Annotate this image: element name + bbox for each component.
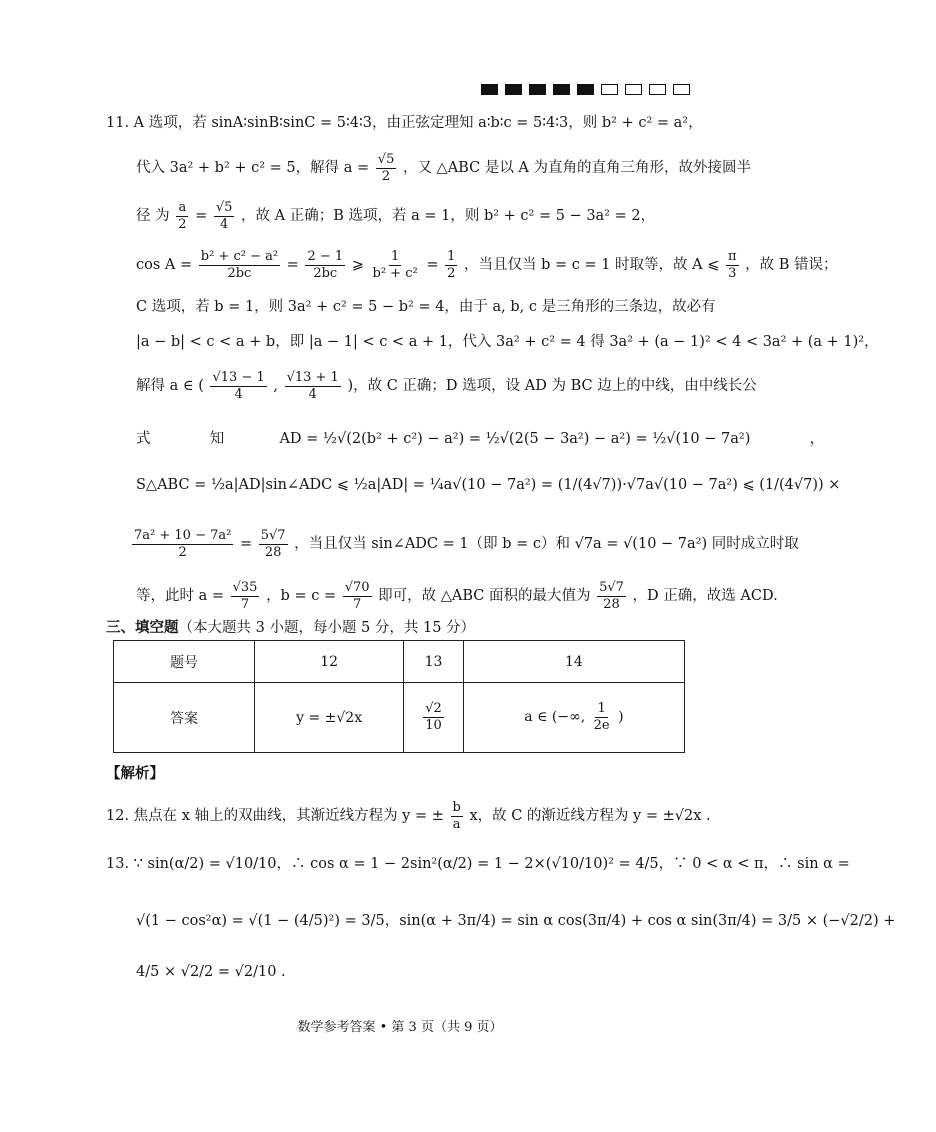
fraction-pi-over-3: $\frac{\pi}{3}$ <box>728 249 737 281</box>
q11-line-3-pre: 径 为 <box>136 208 170 225</box>
empty-square-mark <box>673 84 690 95</box>
table-row <box>114 641 685 683</box>
median-length-formula: AD = ½√(2(b² + c²) − a²) = ½√(2(5 − 3a²) − a²) = ½√(10 − 7a²) <box>279 431 751 447</box>
filled-square-mark <box>553 84 570 95</box>
table-row <box>114 683 685 753</box>
q12-pre: 12. 焦点在 x 轴上的双曲线，其渐近线方程为 y = ± <box>106 808 444 825</box>
fraction-sqrt35-over-7: $\frac{√35}{7}$ <box>232 580 258 612</box>
page-footer: 数学参考答案 • 第 3 页（共 9 页） <box>297 1020 503 1035</box>
q11-line-4-pre: cos A = <box>136 257 193 274</box>
q11-line-4 <box>0 249 936 281</box>
q11-line-8-word2: 知 <box>209 431 225 447</box>
equals-sign: = <box>426 257 439 274</box>
fraction-sqrt13-minus-1: $\frac{√13 - 1}{4}$ <box>212 370 265 402</box>
q11-line-8-tail: ， <box>809 431 825 447</box>
filled-square-mark <box>505 84 522 95</box>
q11-line-10 <box>0 528 930 560</box>
question-13-number: 13 <box>404 641 464 683</box>
q13-line-1: 13. ∵ sin(α/2) = √10/10，∴ cos α = 1 − 2sin²(α/2) = 1 − 2×(√10/10)² = 4/5，∵ 0 < α < π，∴ sin α = <box>106 856 850 872</box>
equals-sign: = <box>239 536 253 553</box>
fraction-sqrt70-over-7: $\frac{√70}{7}$ <box>344 580 370 612</box>
q12-solution <box>0 800 906 832</box>
q12-post: x，故 C 的渐近线方程为 y = ±√2x . <box>469 808 711 825</box>
fraction-sqrt5-over-2: $\frac{√5}{2}$ <box>377 152 395 184</box>
q11-line-9: S△ABC = ½a|AD|sin∠ADC ⩽ ½a|AD| = ¼a√(10 − 7a²) = (1/(4√7))·√7a√(10 − 7a²) ⩽ (1/(4√7)) × <box>136 477 841 493</box>
q11-line-11-mid1: ，b = c = <box>266 588 337 605</box>
q11-line-7-post: )，故 C 正确；D 选项，设 AD 为 BC 边上的中线，由中线长公 <box>347 378 757 395</box>
q11-line-4-mid: ，当且仅当 b = c = 1 时取等，故 A ⩽ <box>463 257 720 274</box>
fraction-1-over-2e: $\frac{1}{2e}$ <box>593 701 610 733</box>
empty-square-mark <box>649 84 666 95</box>
q11-line-8-word1: 式 <box>136 431 151 447</box>
fraction-sqrt13-plus-1: $\frac{√13 + 1}{4}$ <box>286 370 339 402</box>
equals-sign: = <box>195 208 208 225</box>
q11-line-8 <box>0 432 936 447</box>
page-progress-marks <box>481 84 690 95</box>
section-3-heading <box>0 621 906 636</box>
answer-13 <box>404 683 464 753</box>
fraction-2-minus-1-over-2bc: $\frac{2 - 1}{2bc}$ <box>307 249 344 281</box>
q11-line-6: |a − b| < c < a + b，即 |a − 1| < c < a + 1，代入 3a² + c² = 4 得 3a² + (a − 1)² < 4 < 3a² + (a + 1)²， <box>136 334 879 350</box>
comma: , <box>273 378 278 395</box>
answer-14: a ∈ (−∞, $\frac{1}{2e}$ ) <box>463 683 684 753</box>
q13-line-3: 4/5 × √2/2 = √2/10 . <box>136 964 286 980</box>
fraction-1-over-2: $\frac{1}{2}$ <box>447 249 456 281</box>
fraction-5sqrt7-over-28: $\frac{5√7}{28}$ <box>260 528 286 560</box>
filled-square-mark <box>529 84 546 95</box>
q11-line-5: C 选项，若 b = 1，则 3a² + c² = 5 − b² = 4，由于 a, b, c 是三角形的三条边，故必有 <box>136 299 716 315</box>
q11-line-11-post: ，D 正确，故选 ACD. <box>632 588 778 605</box>
answer-12: y = ±√2x <box>255 683 404 753</box>
analysis-title: 【解析】 <box>106 765 164 782</box>
fraction-sqrt5-over-4: $\frac{√5}{4}$ <box>215 200 233 232</box>
fraction-max-area: $\frac{5√7}{28}$ <box>599 580 624 612</box>
answer-label-cell: 答案 <box>114 683 255 753</box>
table-header-cell: 题号 <box>114 641 255 683</box>
question-12-number: 12 <box>255 641 404 683</box>
fraction-1-over-b2c2: $\frac{1}{\text{b² + c²}}$ <box>372 249 418 281</box>
fraction-7a2-sum-over-2: $\frac{\text{7a² + 10 − 7a²}}{2}$ <box>134 528 232 560</box>
filled-square-mark <box>577 84 594 95</box>
equals-sign: = <box>286 257 299 274</box>
answer-table <box>113 640 685 752</box>
geq-sign: ⩾ <box>351 257 364 274</box>
q11-line-2-post: ，又 △ABC 是以 A 为直角的直角三角形，故外接圆半 <box>402 160 752 177</box>
section-3-title: 三、填空题 <box>106 619 179 636</box>
section-3-note: （本大题共 3 小题，每小题 5 分，共 15 分） <box>178 620 476 636</box>
fraction-a-over-2: $\frac{a}{2}$ <box>178 200 187 232</box>
q13-line-2: √(1 − cos²α) = √(1 − (4/5)²) = 3/5，sin(α + 3π/4) = sin α cos(3π/4) + cos α sin(3π/4) = 3/5 × (−√2/2) + <box>136 913 896 929</box>
q11-line-10-post: ，当且仅当 sin∠ADC = 1（即 b = c）和 √7a = √(10 − 7a²) 同时成立时取 <box>294 536 799 553</box>
fraction-sqrt2-over-10: $\frac{√2}{10}$ <box>425 701 442 733</box>
q11-line-2 <box>0 152 936 184</box>
q11-line-11-pre: 等，此时 a = <box>136 588 225 605</box>
q11-line-2-pre: 代入 3a² + b² + c² = 5，解得 a = <box>136 160 370 177</box>
q11-line-4-post: ，故 B 错误； <box>745 257 838 274</box>
q11-line-1: 11. A 选项，若 sinA∶sinB∶sinC = 5∶4∶3，由正弦定理知 a∶b∶c = 5∶4∶3，则 b² + c² = a²， <box>106 115 703 131</box>
fraction-cos-law: $\frac{\text{b² + c² − a²}}{2bc}$ <box>200 249 279 281</box>
q11-line-3-post: ，故 A 正确；B 选项，若 a = 1，则 b² + c² = 5 − 3a² = 2， <box>241 208 656 225</box>
filled-square-mark <box>481 84 498 95</box>
empty-square-mark <box>625 84 642 95</box>
q11-line-11 <box>0 580 936 612</box>
question-14-number: 14 <box>463 641 684 683</box>
q11-line-7-pre: 解得 a ∈ ( <box>136 378 204 395</box>
q11-line-7 <box>0 370 936 402</box>
empty-square-mark <box>601 84 618 95</box>
fraction-b-over-a: $\frac{b}{a}$ <box>452 800 461 832</box>
q11-line-3 <box>0 200 936 232</box>
q11-line-11-mid2: 即可，故 △ABC 面积的最大值为 <box>378 588 591 605</box>
